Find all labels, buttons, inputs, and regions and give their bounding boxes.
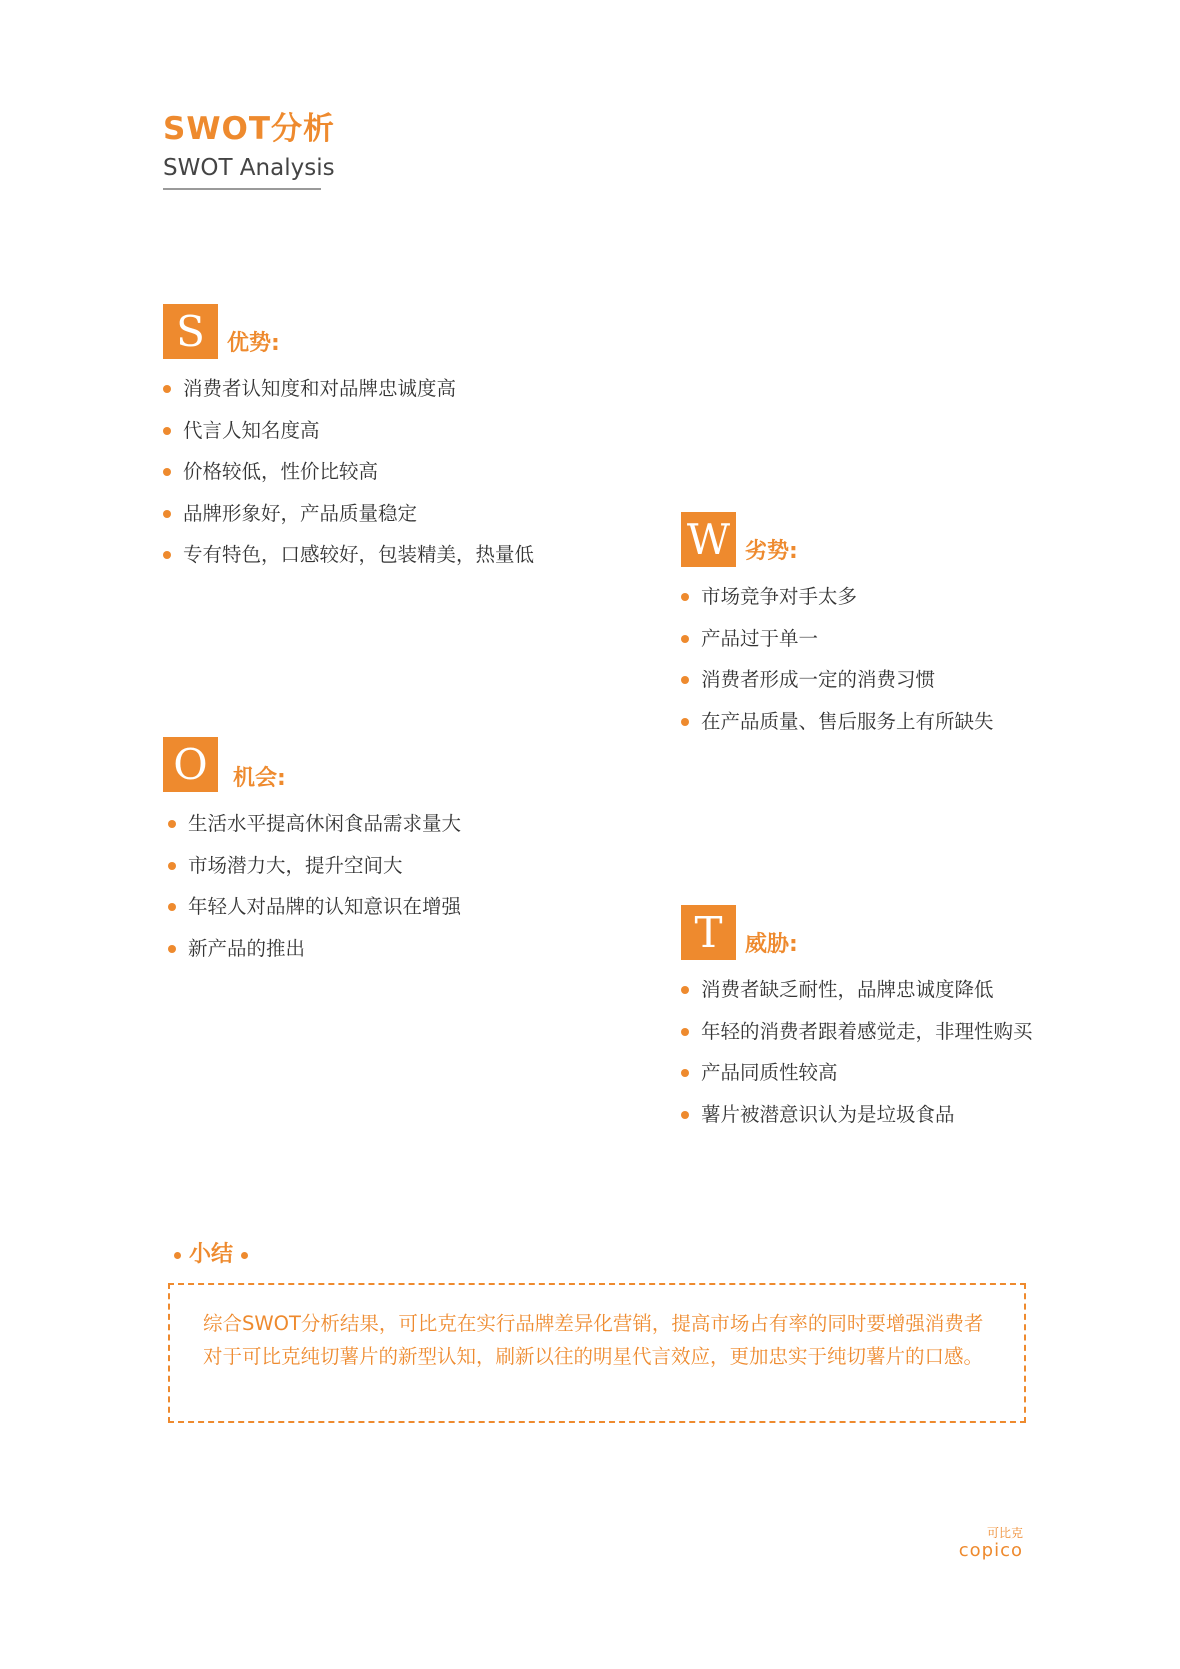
list-item-text: 市场竞争对手太多 [701, 585, 858, 608]
list-item [681, 665, 994, 707]
weaknesses-title: 劣势: [745, 539, 798, 564]
list-item-text: 产品同质性较高 [701, 1061, 838, 1084]
weaknesses-list [681, 582, 994, 748]
list-item-text: 市场潜力大，提升空间大 [188, 853, 403, 877]
bullet-dot-icon [681, 1069, 689, 1077]
opportunities-letter-badge: O [163, 737, 218, 792]
list-item-text: 消费者认知度和对品牌忠诚度高 [183, 377, 457, 400]
bullet-dot-icon [163, 510, 171, 518]
bullet-dot-icon [163, 385, 171, 393]
list-item [681, 1058, 1033, 1100]
list-item [163, 499, 534, 541]
bullet-dot-icon [168, 903, 176, 911]
title-underline [163, 188, 321, 190]
list-item-text: 产品过于单一 [701, 626, 819, 650]
bullet-dot-icon [168, 862, 176, 870]
list-item [681, 1017, 1033, 1059]
page-subtitle: SWOT Analysis [163, 155, 335, 181]
bullet-dot-icon [681, 1111, 689, 1119]
weaknesses-letter-badge: W [681, 512, 736, 567]
opportunities-title: 机会: [233, 766, 286, 791]
list-item-text: 价格较低，性价比较高 [183, 460, 379, 483]
list-item [168, 809, 461, 851]
threats-section [681, 905, 1121, 1145]
list-item [681, 975, 1033, 1017]
list-item-text: 生活水平提高休闲食品需求量大 [188, 812, 462, 835]
bullet-dot-icon [681, 676, 689, 684]
bullet-dot-icon [681, 1028, 689, 1036]
list-item [163, 374, 534, 416]
list-item-text: 消费者缺乏耐性，品牌忠诚度降低 [701, 978, 994, 1001]
list-item [163, 540, 534, 582]
list-item [681, 582, 994, 624]
threats-list [681, 975, 1033, 1141]
bullet-dot-icon [168, 945, 176, 953]
bullet-dot-icon [681, 718, 689, 726]
list-item-text: 薯片被潜意识认为是垃圾食品 [701, 1102, 955, 1126]
strengths-letter-badge: S [163, 304, 218, 359]
strengths-section [163, 304, 623, 584]
list-item [163, 457, 534, 499]
brand-name-en: copico [958, 1540, 1023, 1561]
summary-heading-text: 小结 [189, 1242, 234, 1267]
opportunities-section [163, 737, 623, 977]
bullet-dot-icon [163, 427, 171, 435]
list-item [163, 416, 534, 458]
threats-letter-badge: T [681, 905, 736, 960]
bullet-dot-icon [168, 820, 176, 828]
list-item [681, 1100, 1033, 1142]
strengths-list [163, 374, 534, 582]
bullet-dot-icon [681, 635, 689, 643]
brand-name-zh: 可比克 [986, 1526, 1023, 1540]
list-item-text: 年轻的消费者跟着感觉走，非理性购买 [701, 1019, 1033, 1043]
list-item-text: 品牌形象好，产品质量稳定 [183, 501, 418, 525]
summary-text: 综合SWOT分析结果，可比克在实行品牌差异化营销，提高市场占有率的同时要增强消费者对于可比克纯切薯片的新型认知，刷新以往的明星代言效应，更加忠实于纯切薯片的口感。 [203, 1312, 984, 1368]
strengths-title: 优势: [227, 331, 280, 356]
bullet-dot-icon [163, 468, 171, 476]
list-item-text: 在产品质量、售后服务上有所缺失 [701, 709, 994, 733]
heading-dot-icon [174, 1252, 181, 1259]
opportunities-list [168, 809, 461, 975]
bullet-dot-icon [681, 986, 689, 994]
list-item [168, 892, 461, 934]
summary-heading [166, 1239, 256, 1271]
bullet-dot-icon [681, 593, 689, 601]
heading-dot-icon [241, 1252, 248, 1259]
bullet-dot-icon [163, 551, 171, 559]
summary-box [168, 1283, 1026, 1423]
list-item [681, 707, 994, 749]
list-item [168, 851, 461, 893]
list-item-text: 消费者形成一定的消费习惯 [701, 668, 936, 691]
threats-title: 威胁: [745, 932, 798, 957]
list-item-text: 年轻人对品牌的认知意识在增强 [188, 895, 462, 918]
list-item-text: 专有特色，口感较好，包装精美，热量低 [183, 543, 535, 566]
list-item [168, 934, 461, 976]
page-title: SWOT分析 [163, 111, 336, 147]
list-item-text: 新产品的推出 [188, 936, 306, 960]
list-item-text: 代言人知名度高 [183, 418, 320, 442]
weaknesses-section [681, 512, 1101, 752]
list-item [681, 624, 994, 666]
